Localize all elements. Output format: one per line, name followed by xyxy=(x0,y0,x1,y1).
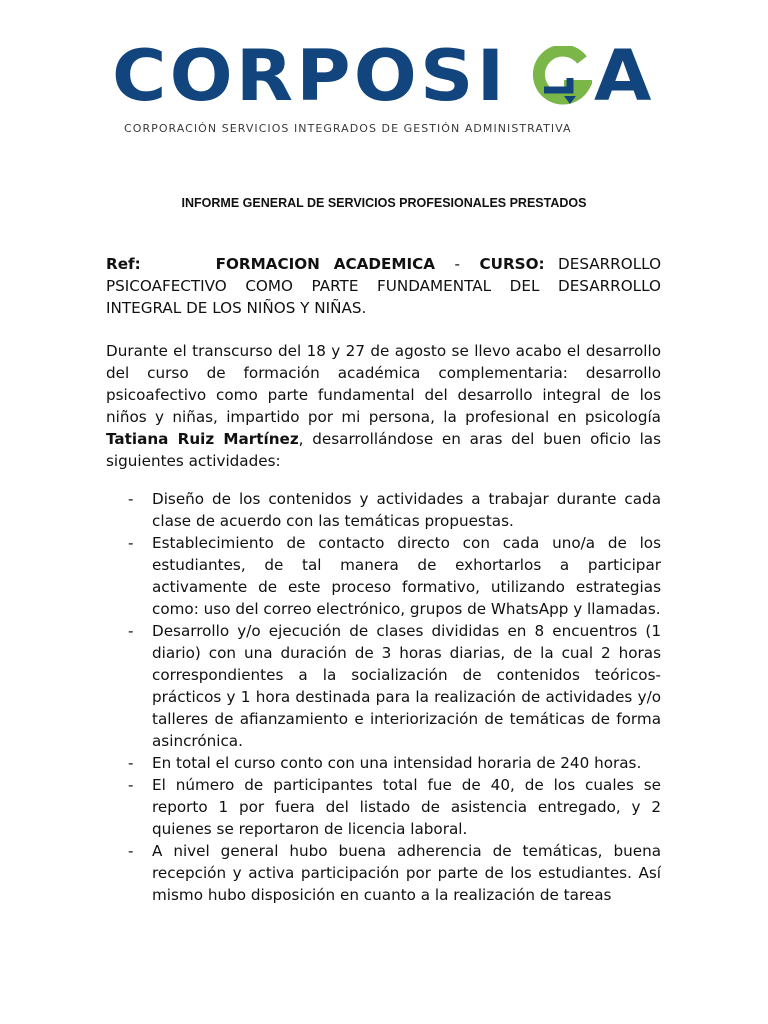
intro-paragraph xyxy=(106,340,661,472)
intro-text-after: , desarrollándose en aras del buen oficio las siguientes actividades: xyxy=(106,430,662,470)
document-title: INFORME GENERAL DE SERVICIOS PROFESIONALES PRESTADOS xyxy=(181,196,587,210)
ref-course-label: CURSO: xyxy=(479,255,545,273)
ref-spacer xyxy=(141,255,168,273)
list-bullet: - xyxy=(128,842,134,860)
reference-paragraph xyxy=(106,253,661,319)
list-bullet: - xyxy=(128,534,134,552)
logo-text-part2: A xyxy=(594,35,655,117)
list-item-text: En total el curso conto con una intensidad horaria de 240 horas. xyxy=(152,754,642,772)
professional-name: Tatiana Ruiz Martínez xyxy=(106,430,299,448)
list-item xyxy=(106,488,661,532)
list-item xyxy=(106,840,661,906)
intro-text-before: Durante el transcurso del 18 y 27 de agosto se llevo acabo el desarrollo del curso de formación académica complementaria: desarrollo psicoafectivo como parte fundamental del desarrollo integral de los niños y niñas, impartido por mi persona, la profesional en psicología xyxy=(106,342,661,426)
logo-subtitle: CORPORACIÓN SERVICIOS INTEGRADOS DE GESTIÓN ADMINISTRATIVA xyxy=(124,122,572,135)
list-item-text: Diseño de los contenidos y actividades a trabajar durante cada clase de acuerdo con las temáticas propuestas. xyxy=(152,490,661,530)
logo-text-part1: CORPOSI xyxy=(112,35,508,117)
list-item-text: Desarrollo y/o ejecución de clases divididas en 8 encuentros (1 diario) con una duración de 3 horas diarias, de la cual 2 horas correspondientes a la socialización de contenidos teóricos-prácticos y 1 hora destinada para la realización de actividades y/o talleres de afianzamiento e interiorización de temáticas de forma asincrónica. xyxy=(152,622,661,750)
list-item xyxy=(106,532,661,620)
list-item-text: Establecimiento de contacto directo con cada uno/a de los estudiantes, de tal manera de exhortarlos a participar activamente de este proceso formativo, utilizando estrategias como: uso del correo electrónico, grupos de WhatsApp y llamadas. xyxy=(152,534,661,618)
ref-dash: - xyxy=(441,255,474,273)
list-item-text: A nivel general hubo buena adherencia de temáticas, buena recepción y activa participación por parte de los estudiantes. Así mismo hubo disposición en cuanto a la realización de tareas xyxy=(152,842,661,904)
ref-course-name: DESARROLLO PSICOAFECTIVO COMO PARTE FUNDAMENTAL DEL DESARROLLO INTEGRAL DE LOS NIÑOS Y NIÑAS. xyxy=(106,255,662,317)
activities-list xyxy=(106,488,661,906)
corposiga-logo xyxy=(112,35,660,139)
ref-label: Ref: xyxy=(106,255,141,273)
logo-g-mark-icon xyxy=(530,46,592,106)
list-bullet: - xyxy=(128,776,134,794)
ref-program: FORMACION ACADEMICA xyxy=(215,255,436,273)
list-item xyxy=(106,620,661,752)
list-bullet: - xyxy=(128,490,134,508)
list-bullet: - xyxy=(128,754,134,772)
list-bullet: - xyxy=(128,622,134,640)
list-item xyxy=(106,752,661,774)
list-item xyxy=(106,774,661,840)
list-item-text: El número de participantes total fue de 40, de los cuales se reporto 1 por fuera del listado de asistencia entregado, y 2 quienes se reportaron de licencia laboral. xyxy=(152,776,661,838)
